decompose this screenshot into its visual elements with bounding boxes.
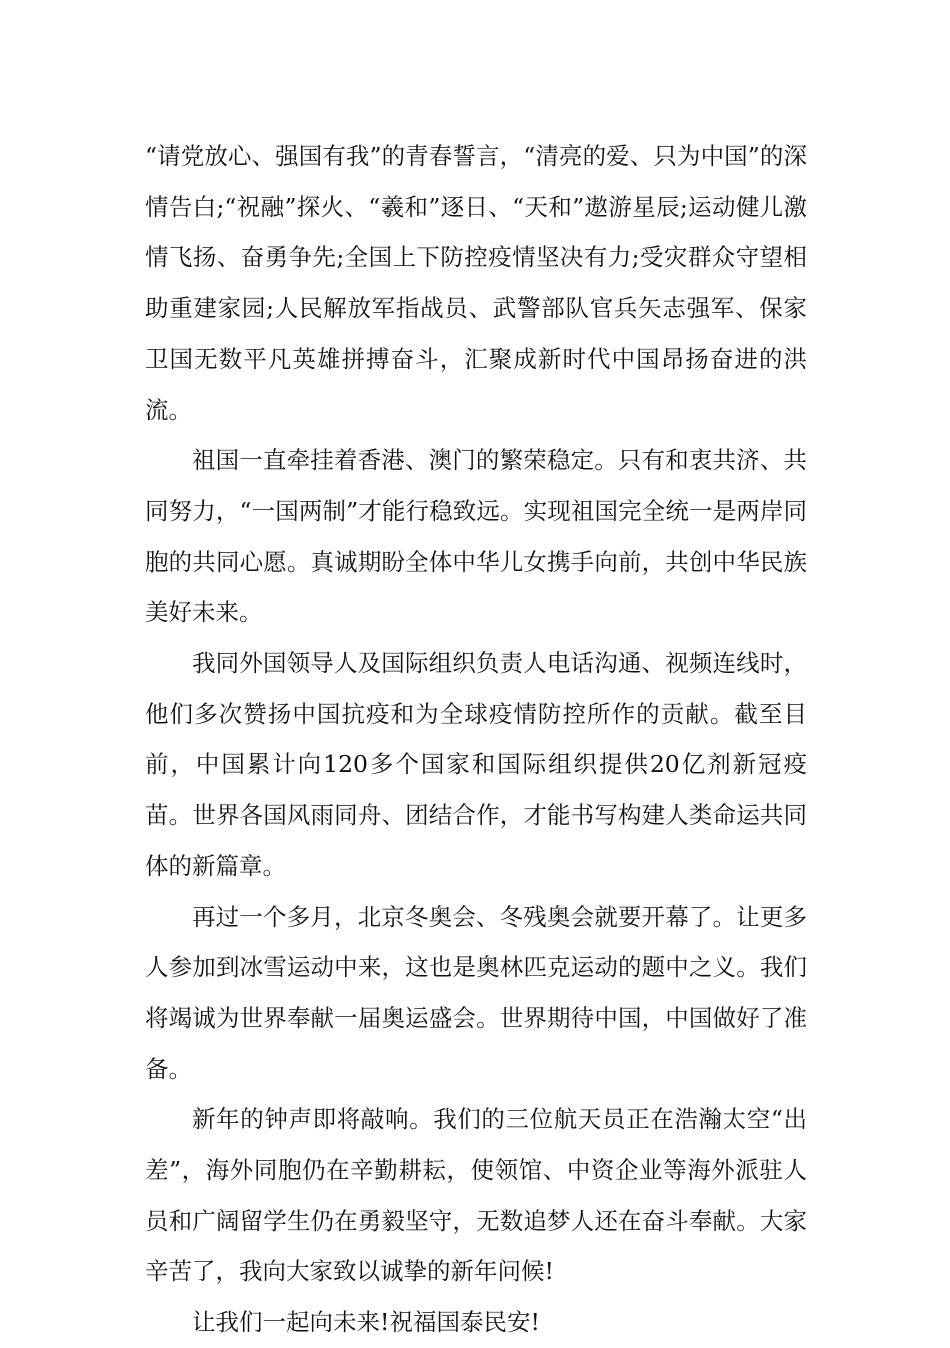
paragraph-2: 祖国一直牵挂着香港、澳门的繁荣稳定。只有和衷共济、共同努力，“一国两制”才能行稳致远。实现祖国完全统一是两岸同胞的共同心愿。真诚期盼全体中华儿女携手向前，共创中华民族美好未来。	[145, 446, 807, 627]
paragraph-4: 再过一个多月，北京冬奥会、冬残奥会就要开幕了。让更多人参加到冰雪运动中来，这也是奥林匹克运动的题中之义。我们将竭诚为世界奉献一届奥运盛会。世界期待中国，中国做好了准备。	[145, 902, 807, 1083]
paragraph-6: 让我们一起向未来!祝福国泰民安!	[192, 1308, 540, 1337]
document-body	[145, 131, 807, 1348]
paragraph-5: 新年的钟声即将敲响。我们的三位航天员正在浩瀚太空“出差”，海外同胞仍在辛勤耕耘，使领馆、中资企业等海外派驻人员和广阔留学生仍在勇毅坚守，无数追梦人还在奋斗奉献。大家辛苦了，我向大家致以诚挚的新年问候!	[145, 1105, 807, 1286]
paragraph-3: 我同外国领导人及国际组织负责人电话沟通、视频连线时，他们多次赞扬中国抗疫和为全球疫情防控所作的贡献。截至目前，中国累计向120多个国家和国际组织提供20亿剂新冠疫苗。世界各国风雨同舟、团结合作，才能书写构建人类命运共同体的新篇章。	[145, 649, 807, 880]
paragraph-1: “请党放心、强国有我”的青春誓言，“清亮的爱、只为中国”的深情告白;“祝融”探火、“羲和”逐日、“天和”遨游星辰;运动健儿激情飞扬、奋勇争先;全国上下防控疫情坚决有力;受灾群众守望相助重建家园;人民解放军指战员、武警部队官兵矢志强军、保家卫国无数平凡英雄拼搏奋斗，汇聚成新时代中国昂扬奋进的洪流。	[145, 142, 807, 424]
